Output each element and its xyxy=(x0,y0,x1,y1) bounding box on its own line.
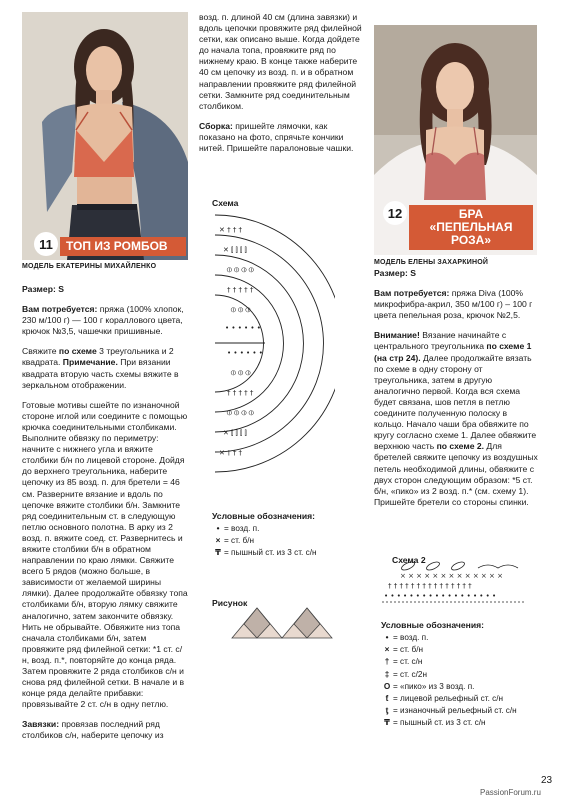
crochet-scheme-2 xyxy=(378,560,528,612)
scheme-title: Схема xyxy=(212,198,239,208)
legend-item: ₸ = пышный ст. из 3 ст. с/н xyxy=(215,548,317,558)
legend-item: ƭ = лицевой рельефный ст. с/н xyxy=(385,694,504,704)
svg-text:✕ ⫿ ⫿ ⫿ ⫿: ✕ ⫿ ⫿ ⫿ ⫿ xyxy=(223,246,247,254)
svg-text:• • • • • •: • • • • • • xyxy=(227,349,263,357)
svg-text:† † † † † † † † † † † † † † †: † † † † † † † † † † † † † † † xyxy=(388,582,472,590)
legend-item: † = ст. с/н xyxy=(384,657,423,667)
svg-text:• • • • • •: • • • • • • xyxy=(225,324,261,332)
legend-item: × = ст. б/н xyxy=(215,536,255,546)
right-text-column xyxy=(374,268,539,517)
photo-model-coral-top xyxy=(22,12,188,260)
svg-text:† † † † †: † † † † † xyxy=(227,286,254,294)
motifs-paragraph: Свяжите по схеме 3 треугольника и 2 квадрата. Примечание. При вязании квадрата вторую часть схемы вяжите в зеркальном отображении. xyxy=(22,346,179,390)
legend-item: • = возд. п. xyxy=(216,524,260,533)
svg-text:• • • • • • • • • • • • • • •: • • • • • • • • • • • • • • • • • • xyxy=(384,592,497,600)
legend-item: ƫ = изнаночный рельефный ст. с/н xyxy=(385,706,517,716)
legend-item: • = возд. п. xyxy=(385,633,429,642)
size-line: Размер: S xyxy=(374,268,416,278)
finishing-paragraph: Сборка: пришейте лямочки, как показано на фото, спрячьте кончики нитей. Пришейте паралоновые чашки. xyxy=(199,120,354,154)
instructions-paragraph: Внимание! Вязание начинайте с центрального треугольника по схеме 1 (на стр 24). Далее продолжайте вязать по схеме в одну сторону от треугольника, затем в другую аналогично первой. Когда вся схема будет связана, шов петля в петлю соедините полученную полоску в кольцо. Начало чаши бра обвяжите по кругу согласно схеме 1. Далее обвяжите верхнюю часть по схеме 2. Для бретелей свяжите цепочку из воздушных петель необходимой длины, обвяжите с двух сторон следующим образом: *5 ст. б/н, «пико» из 2 возд. п.* (см. схему 1). Пришейте бретели со стороны спинки. xyxy=(374,330,538,507)
model-number-badge: 11 xyxy=(34,232,58,256)
scheme-2-title: Схема 2 xyxy=(392,555,426,565)
svg-text:⦶ ⦶ ⦶: ⦶ ⦶ ⦶ xyxy=(231,306,251,314)
model-title-banner: ТОП ИЗ РОМБОВ xyxy=(60,237,186,256)
legend-title-middle: Условные обозначения: xyxy=(212,511,315,521)
svg-text:✕ ⫿ ⫿ ⫿ ⫿: ✕ ⫿ ⫿ ⫿ ⫿ xyxy=(223,429,247,437)
legend-item: ‡ = ст. с/2н xyxy=(384,669,427,679)
legend-item: O = «пико» из 3 возд. п. xyxy=(383,681,475,691)
model-designer-caption: МОДЕЛЬ ЕКАТЕРИНЫ МИХАЙЛЕНКО xyxy=(22,263,157,270)
assembly-paragraph: Готовые мотивы сшейте по изнаночной стороне иглой или соедините с помощью крючка соединительными столбиками. Выполните обвязку по периметру: начните с нижнего угла и вяжите столбики б/н по лицевой стороне. Дойдя до верхнего треугольника, наберите цепочку из 85 возд. п. для бретели = 46 см. Разверните вязание и вдоль по цепочке вяжите столбики б/н. Замкните ряд соединительным ст. в следующую петлю основного полотна. В арку из 2 возд. п. вяжите соед. ст. Развернитесь и вяжите столбики б/н в обратном направлении по краю лямки. Свяжите всего 5 рядов (можно больше, в зависимости от желаемой ширины лямки). Далее продолжайте обвязку топа столбиками б/н, вторую лямку свяжите аналогично, затем закончите обвязку. Нить не обрывайте. Обвяжите низ топа сначала столбиками б/н, затем провяжите ряд филейной сетки: *1 ст. с/н, возд. п.*, повторяйте до конца ряда. Затем провяжите 2 ряда столбиков с/н и снова ряд филейной сетки. В начале и в конце ряда делайте прибавки: провязывайте 2 ст. с/н в одну петлю. xyxy=(22,399,188,710)
legend-middle xyxy=(212,523,317,560)
svg-text:† † † † †: † † † † † xyxy=(227,389,254,397)
left-text-column xyxy=(22,284,188,751)
materials-paragraph: Вам потребуется: пряжа Diva (100% микрофибра-акрил, 350 м/100 г) – 100 г цвета пепельная роза, крючок №2,5. xyxy=(374,288,533,321)
svg-text:✕ † † †: ✕ † † † xyxy=(219,449,243,457)
legend-title-right: Условные обозначения: xyxy=(381,620,484,630)
model-designer-caption: МОДЕЛЬ ЕЛЕНЫ ЗАХАРКИНОЙ xyxy=(374,259,489,266)
legend-item: × = ст. б/н xyxy=(384,645,424,655)
crochet-scheme-half-circle xyxy=(205,210,335,480)
svg-text:✕ † † †: ✕ † † † xyxy=(219,226,243,234)
figure-title: Рисунок xyxy=(212,598,248,608)
watermark: PassionForum.ru xyxy=(480,788,541,797)
materials-paragraph: Вам потребуется: пряжа (100% хлопок, 230 м/100 г) — 100 г кораллового цвета, крючок №3,5, чашечки пришивные. xyxy=(22,304,184,337)
legend-right xyxy=(381,632,517,730)
svg-text:× × × × × × × × × × × × ×: × × × × × × × × × × × × × xyxy=(400,572,503,580)
ties-paragraph: Завязки: провязав последний ряд столбиков с/н, наберите цепочку из xyxy=(22,719,164,741)
ties-continued-paragraph: возд. п. длиной 40 см (длина завязки) и вдоль цепочки провяжите ряд филейной сетки, как описано выше. Когда дойдете до начала топа, провяжите ряд по нижнему краю. В конце также наберите 40 см цепочку из возд. п. и в обратном направлении провяжите ряд филейной сетки. Замкните ряд соединительным столбиком. xyxy=(199,12,362,111)
legend-item: ₸ = пышный ст. из 3 ст. с/н xyxy=(384,718,486,728)
svg-text:⦶ ⦶ ⦶ ⦶: ⦶ ⦶ ⦶ ⦶ xyxy=(227,409,255,417)
svg-text:⦶ ⦶ ⦶: ⦶ ⦶ ⦶ xyxy=(231,369,251,377)
model-title-banner: БРА «ПЕПЕЛЬНАЯ РОЗА» xyxy=(409,205,533,250)
svg-text:⦶ ⦶ ⦶ ⦶: ⦶ ⦶ ⦶ ⦶ xyxy=(227,266,255,274)
page-number: 23 xyxy=(541,775,553,786)
middle-text-column xyxy=(199,12,365,163)
model-number-badge: 12 xyxy=(383,201,407,225)
diamond-figure xyxy=(230,604,334,640)
size-line: Размер: S xyxy=(22,284,64,294)
